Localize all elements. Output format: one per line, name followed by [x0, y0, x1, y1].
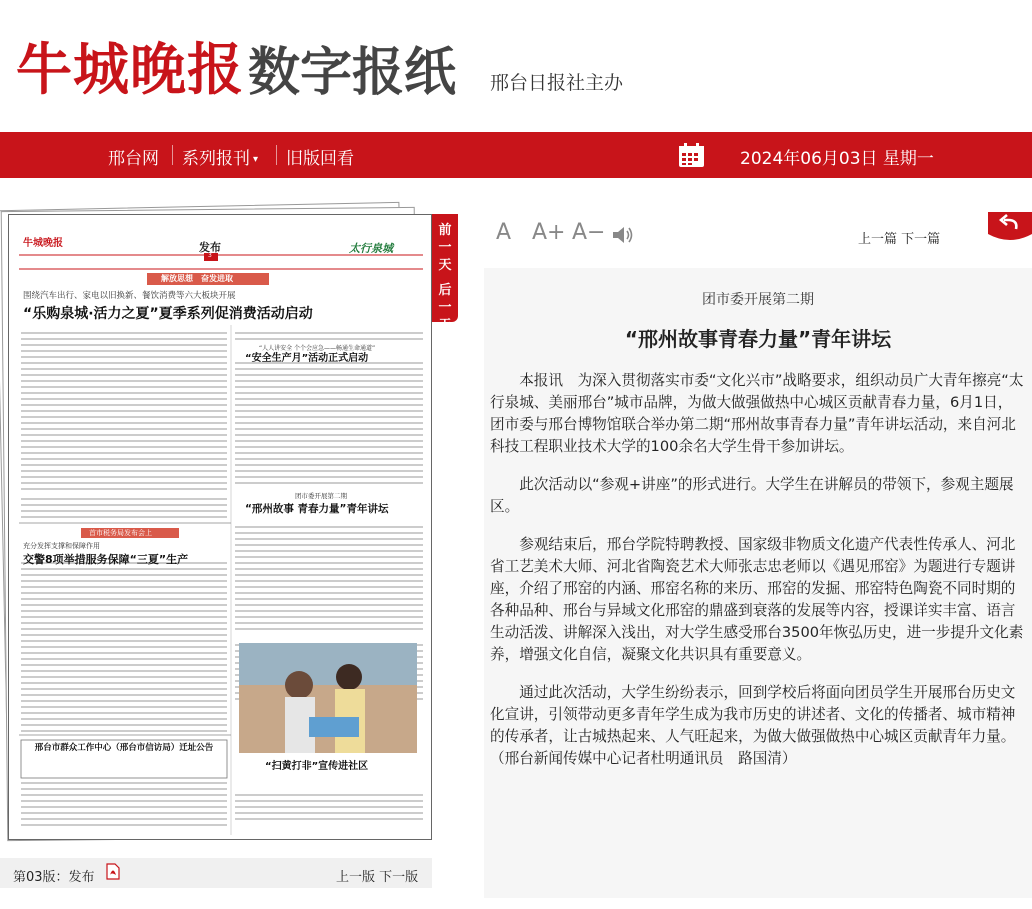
back-arrow-icon[interactable]: [988, 212, 1032, 244]
calendar-icon[interactable]: [678, 142, 705, 168]
page-header-logo: 牛城晚报: [23, 238, 63, 249]
article-paragraph: 通过此次活动，大学生纷纷表示，回到学校后将面向团员学生开展邢台历史文化宣讲，引领带动更多青年学生成为我市历史的讲述者、文化的传播者、城市精神的传承者，让古城热起来、人气旺起来，为做大做强做热中心城区贡献青年力量。（邢台新闻传媒中心记者杜明通讯员 路国清）: [490, 684, 1016, 767]
page-article-kicker: 充分发挥支撑和保障作用: [23, 542, 100, 550]
prev-day-char: 一: [438, 240, 452, 255]
current-date: 2024年06月03日 星期一: [740, 149, 934, 169]
page-lead-kicker: 围绕汽车出行、家电以旧换新、餐饮消费等六大板块开展: [23, 291, 236, 301]
article-paragraph: 参观结束后，邢台学院特聘教授、国家级非物质文化遗产代表性传承人、河北省工艺美术大师、河北省陶瓷艺术大师张志忠老师以《遇见邢窑》为题进行专题讲座，介绍了邢窑的内涵、邢窑名称的来历、邢窑的发掘、邢窑特色陶瓷不同时期的各种品种、邢台与异域文化邢窑的鼎盛到衰落的发展等内容，授课详实丰富、语言生动活泼、讲解深入浅出，对大学生感受邢台3500年恢弘历史，进一步提升文化素养，增强文化自信，凝聚文化共识具有重要意义。: [490, 536, 1024, 663]
prev-day-char: 前: [438, 223, 452, 238]
next-day-link[interactable]: [432, 278, 458, 338]
next-article-link[interactable]: 下一篇: [901, 232, 941, 247]
page-article-headline[interactable]: 交警8项举措服务保障“三夏”生产: [23, 553, 189, 566]
page-brand-label: 太行泉城: [349, 242, 393, 255]
article-paragraph: 此次活动以“参观+讲座”的形式进行。大学生在讲解员的带领下，参观主题展区。: [490, 476, 1014, 515]
article-toolbar: [486, 216, 1032, 256]
sponsor-label: 邢台日报社主办: [490, 72, 624, 94]
font-size-normal-button[interactable]: A: [496, 220, 512, 245]
article-subtitle: 团市委开展第二期: [702, 292, 814, 308]
nav-separator: [172, 145, 173, 165]
page-notice-title[interactable]: 邢台市群众工作中心（邢台市信访局）迁址公告: [34, 743, 214, 753]
page-article-headline[interactable]: “安全生产月”活动正式启动: [245, 353, 369, 364]
newspaper-page-image[interactable]: [8, 214, 432, 840]
page-pager: [336, 866, 418, 885]
page-banner: 解放思想 奋发进取: [161, 274, 233, 283]
prev-page-link[interactable]: 上一版: [336, 870, 376, 885]
page-article-kicker: 团市委开展第二期: [295, 492, 347, 500]
article-title: “邢州故事青春力量”青年讲坛: [624, 327, 892, 351]
page-label: 第03版：发布: [13, 870, 95, 885]
page-section-title: 发布: [199, 241, 221, 254]
page-number: 3: [208, 252, 212, 259]
article-pager: [858, 228, 940, 247]
day-switch-tab: [432, 214, 458, 333]
site-logo[interactable]: 牛城晚报: [16, 37, 244, 103]
nav-xingtai-net[interactable]: 邢台网: [108, 149, 159, 169]
next-page-link[interactable]: 下一版: [379, 870, 419, 885]
masthead: [0, 0, 1032, 132]
nav-old-edition[interactable]: 旧版回看: [286, 149, 354, 169]
chevron-down-icon: ▾: [253, 153, 259, 165]
nav-series-publications[interactable]: [182, 144, 258, 169]
nav-series-label: 系列报刊: [182, 149, 250, 169]
next-day-char: 后: [438, 283, 452, 298]
next-day-char: 一: [438, 300, 452, 315]
next-day-char: 天: [438, 318, 452, 333]
page-lead-headline[interactable]: “乐购泉城·活力之夏”夏季系列促消费活动启动: [23, 306, 313, 322]
prev-day-char: 天: [438, 258, 452, 273]
page-article-headline[interactable]: “邢州故事 青春力量”青年讲坛: [245, 503, 389, 515]
main-nav-bar: [0, 132, 1032, 178]
page-article-kicker: “人人讲安全 个个会应急——畅通生命通道”: [259, 345, 376, 352]
pdf-icon[interactable]: [106, 863, 120, 880]
prev-article-link[interactable]: 上一篇: [858, 232, 898, 247]
speaker-icon[interactable]: [612, 226, 634, 244]
font-size-increase-button[interactable]: A+: [532, 220, 566, 245]
page-photo-caption[interactable]: “扫黄打非”宣传进社区: [265, 761, 369, 772]
page-tag: 首市税务局发布会上: [89, 529, 152, 537]
article-body: [490, 370, 1024, 786]
font-size-decrease-button[interactable]: A−: [572, 220, 606, 245]
prev-day-link[interactable]: [432, 214, 458, 278]
site-logo-subtitle: 数字报纸: [248, 42, 457, 103]
nav-separator: [276, 145, 277, 165]
article-paragraph: 本报讯 为深入贯彻落实市委“文化兴市”战略要求，组织动员广大青年擦亮“太行泉城、美丽邢台”城市品牌，为做大做强做热中心城区贡献青春力量，6月1日，团市委与邢台博物馆联合举办第二期“邢州故事青春力量”青年讲坛活动，来自河北科技工程职业技术大学的100余名大学生骨干参加讲坛。: [490, 372, 1024, 455]
